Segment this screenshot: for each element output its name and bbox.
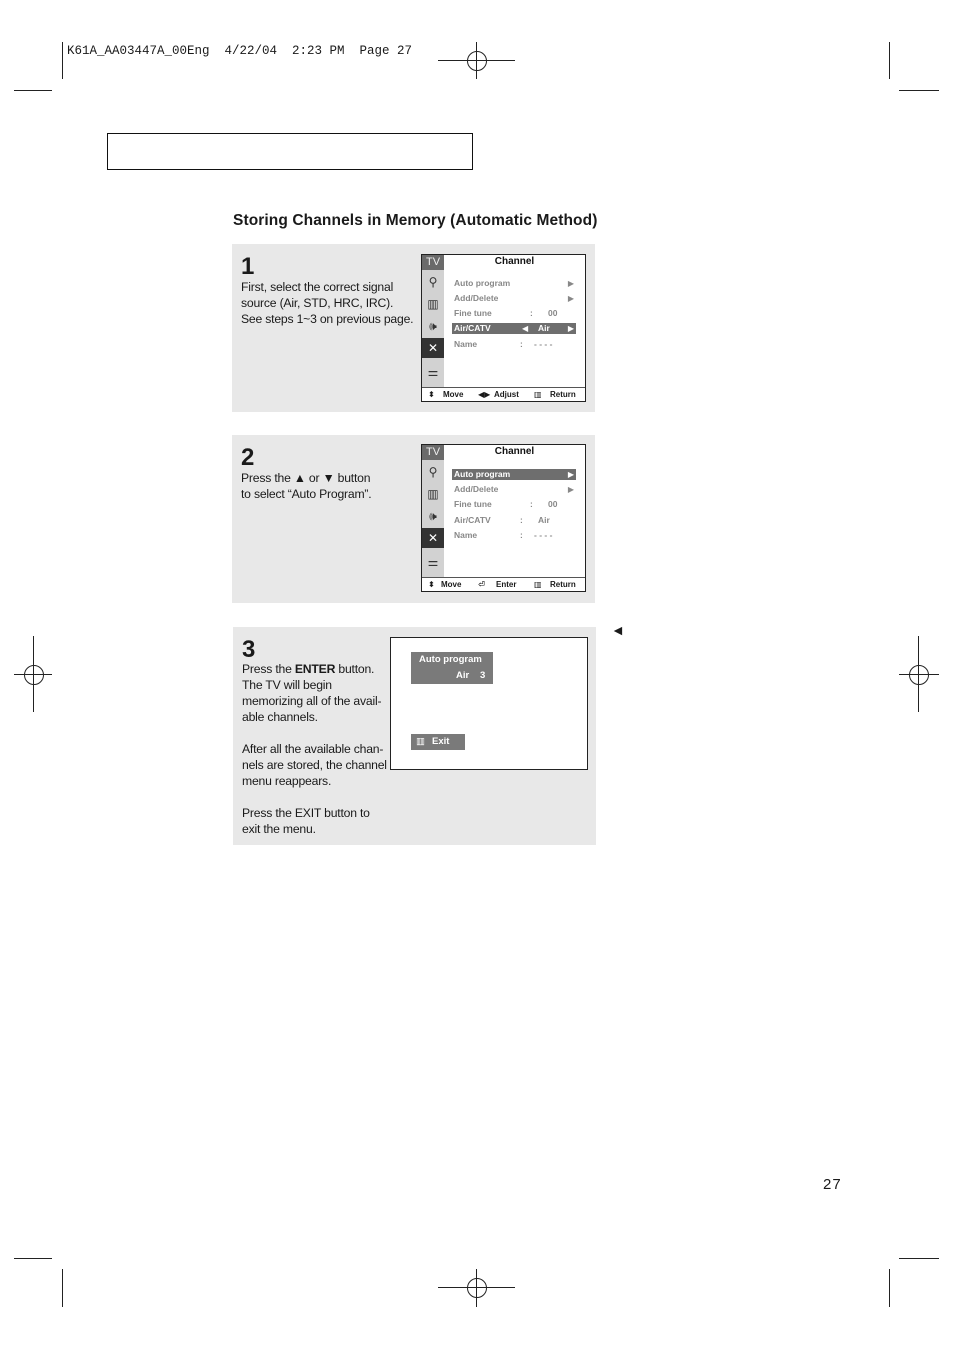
menu-item-value: - - - - (534, 530, 553, 540)
exit-label: Exit (432, 736, 450, 747)
step-text-line: memorizing all of the avail- (242, 694, 382, 708)
channel-menu-osd (421, 444, 586, 592)
left-right-icon: ◀▶ (478, 390, 491, 399)
menu-item-air-catv[interactable] (452, 515, 576, 526)
menu-item-value: 00 (548, 499, 558, 509)
menu-item-name[interactable] (452, 530, 576, 541)
exit-button[interactable] (411, 734, 465, 750)
registration-mark (24, 665, 44, 685)
step-3-text (242, 661, 387, 837)
menu-item-label: Name (454, 339, 478, 349)
up-down-icon: ⬍ (428, 580, 435, 589)
text: or (305, 471, 323, 485)
step-1-text (241, 279, 413, 327)
menu-title: Channel (494, 256, 535, 267)
tv-label: TV (422, 445, 444, 460)
menu-item-add-delete[interactable] (452, 293, 576, 304)
menu-item-value: Air (538, 323, 550, 333)
right-arrow-icon: ▶ (567, 470, 574, 479)
menu-item-label: Add/Delete (454, 484, 499, 494)
menu-item-fine-tune[interactable] (452, 499, 576, 510)
step-text-line: First, select the correct signal (241, 280, 394, 294)
menu-item-air-catv[interactable] (452, 323, 576, 334)
footer-enter-label: Enter (496, 580, 517, 589)
step-3-panel (233, 627, 596, 845)
crop-mark (14, 1258, 52, 1259)
text: Press the (242, 662, 295, 676)
step-number: 2 (241, 444, 255, 471)
step-2-text (241, 470, 371, 502)
channel-number-value: 3 (480, 670, 486, 681)
crop-mark (889, 1269, 890, 1307)
setup-icon: ⚌ (427, 365, 439, 379)
menu-item-colon: : (520, 515, 523, 525)
auto-program-osd (390, 637, 588, 770)
left-arrow-icon: ◀ (522, 324, 529, 333)
setup-icon: ⚌ (427, 555, 439, 569)
channel-menu-osd (421, 254, 586, 402)
menu-item-label: Auto program (454, 469, 511, 479)
step-text-line: Press the EXIT button to (242, 806, 370, 820)
menu-item-auto-program[interactable] (452, 469, 576, 480)
osd-footer (422, 577, 585, 591)
step-1-panel (232, 244, 595, 412)
menu-icon: ▥ (534, 580, 542, 589)
signal-source-value: Air (456, 670, 470, 681)
step-number: 3 (242, 636, 256, 663)
tv-label: TV (422, 255, 444, 270)
print-slug: K61A_AA03447A_00Eng 4/22/04 2:23 PM Page 27 (67, 44, 413, 58)
step-text-line: The TV will begin (242, 678, 332, 692)
page-number: 27 (823, 1176, 842, 1193)
sound-icon: 🕪 (429, 508, 437, 523)
step-2-panel (232, 435, 595, 603)
input-icon: ⚲ (428, 465, 438, 479)
menu-title: Channel (494, 446, 535, 457)
footer-return-label: Return (550, 390, 576, 399)
up-arrow-icon: ▲ (293, 471, 306, 485)
crop-mark (899, 1258, 939, 1259)
text: button (334, 471, 371, 485)
osd-footer (422, 387, 585, 401)
right-arrow-icon: ▶ (567, 485, 574, 494)
registration-mark (909, 665, 929, 685)
menu-item-auto-program[interactable] (452, 278, 576, 289)
down-arrow-icon: ▼ (322, 471, 335, 485)
crop-mark (62, 42, 63, 79)
picture-icon: ▥ (427, 487, 439, 501)
right-arrow-icon: ▶ (567, 279, 574, 288)
step-number: 1 (241, 253, 255, 280)
menu-item-fine-tune[interactable] (452, 308, 576, 319)
step-text-line: to select “Auto Program”. (241, 487, 372, 501)
menu-item-label: Air/CATV (454, 323, 491, 333)
step-text-line: After all the available chan- (242, 742, 384, 756)
menu-icon: ▥ (416, 736, 425, 747)
step-text-line: able channels. (242, 710, 318, 724)
sound-icon: 🕪 (429, 318, 437, 333)
crop-mark (14, 90, 52, 91)
menu-item-label: Name (454, 530, 478, 540)
channel-icon: ✕ (422, 338, 444, 358)
registration-mark (467, 1278, 487, 1298)
menu-item-label: Auto program (454, 278, 511, 288)
menu-item-label: Add/Delete (454, 293, 499, 303)
step-text-line (241, 470, 371, 486)
right-arrow-icon: ▶ (567, 294, 574, 303)
text: button. (335, 662, 375, 676)
menu-item-label: Fine tune (454, 499, 492, 509)
pointer-arrow-icon: ◄ (611, 622, 625, 638)
menu-item-add-delete[interactable] (452, 484, 576, 495)
text: Press the (241, 471, 294, 485)
menu-icon: ▥ (534, 390, 542, 399)
section-title: Storing Channels in Memory (Automatic Method) (233, 212, 598, 229)
menu-item-value: 00 (548, 308, 558, 318)
step-text-line (242, 661, 387, 677)
footer-move-label: Move (441, 580, 462, 589)
menu-item-value: Air (538, 515, 550, 525)
menu-item-colon: : (530, 308, 533, 318)
enter-icon: ⏎ (478, 580, 485, 589)
auto-program-label: Auto program (419, 654, 482, 665)
step-text-line: See steps 1~3 on previous page. (241, 312, 414, 326)
auto-program-status (411, 652, 493, 684)
picture-icon: ▥ (427, 297, 439, 311)
crop-mark (62, 1269, 63, 1307)
input-icon: ⚲ (428, 275, 438, 289)
menu-item-colon: : (530, 499, 533, 509)
footer-adjust-label: Adjust (494, 390, 519, 399)
menu-item-label: Air/CATV (454, 515, 491, 525)
step-text-line: exit the menu. (242, 822, 316, 836)
menu-item-colon: : (520, 530, 523, 540)
step-text-line: menu reappears. (242, 774, 332, 788)
channel-icon: ✕ (422, 528, 444, 548)
footer-return-label: Return (550, 580, 576, 589)
right-arrow-icon: ▶ (567, 324, 574, 333)
step-text-line: source (Air, STD, HRC, IRC). (241, 296, 394, 310)
menu-item-value: - - - - (534, 339, 553, 349)
menu-item-label: Fine tune (454, 308, 492, 318)
registration-mark (467, 51, 487, 71)
crop-mark (889, 42, 890, 79)
footer-move-label: Move (443, 390, 464, 399)
enter-key-label: ENTER (294, 662, 336, 676)
menu-item-colon: : (520, 339, 523, 349)
up-down-icon: ⬍ (428, 390, 435, 399)
header-box (107, 133, 473, 170)
crop-mark (899, 90, 939, 91)
step-text-line: nels are stored, the channel (242, 758, 387, 772)
menu-item-name[interactable] (452, 339, 576, 350)
